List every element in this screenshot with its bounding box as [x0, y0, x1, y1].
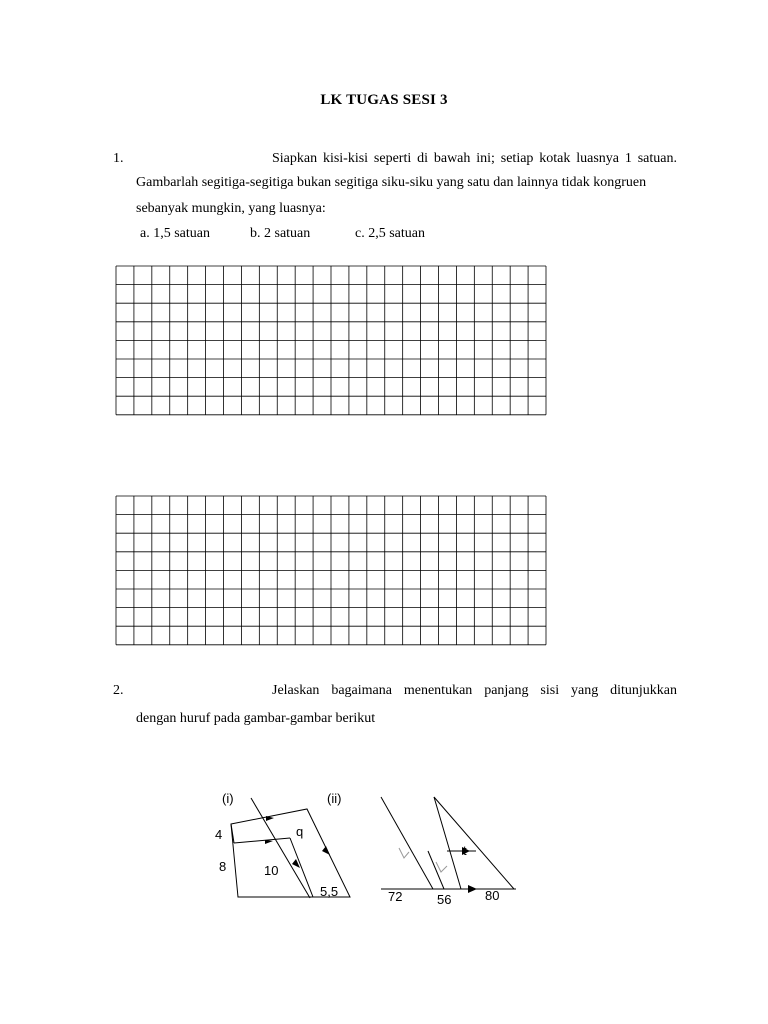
fig1-length-a: 4 [215, 827, 223, 842]
fig2-triangle-right [434, 797, 514, 889]
question-2-line-2: dengan huruf pada gambar-gambar berikut [136, 711, 376, 726]
fig1-length-q: q [296, 824, 304, 839]
option-b: b. 2 satuan [250, 226, 311, 241]
fig1-transversal [251, 798, 310, 898]
fig1-length-c: 10 [264, 863, 279, 878]
fig1-inner-top [234, 838, 290, 843]
question-1-line-1: Siapkan kisi-kisi seperti di bawah ini; setiap kotak luasnya 1 satuan. [272, 151, 677, 166]
question-1-number: 1. [113, 151, 124, 166]
fig2-length-56: 56 [437, 892, 452, 907]
question-2-line-1: Jelaskan bagaimana menentukan panjang sisi yang ditunjukkan [272, 683, 677, 698]
fig2-parallel-mark-1 [399, 848, 409, 858]
option-c: c. 2,5 satuan [355, 226, 425, 241]
fig1-side-arrow-2 [322, 846, 330, 855]
fig1-inner-side [290, 838, 313, 897]
fig1-length-e: 5,5 [320, 884, 339, 899]
fig2-length-80: 80 [485, 888, 500, 903]
question-1-line-2: Gambarlah segitiga-segitiga bukan segitiga siku-siku yang satu dan lainnya tidak kongruen [136, 175, 647, 190]
fig1-length-b: 8 [219, 859, 227, 874]
fig1-label: (i) [222, 791, 234, 806]
page-title: LK TUGAS SESI 3 [320, 92, 448, 108]
fig2-parallel-mark-2 [436, 862, 447, 872]
fig2-base-arrow [468, 885, 477, 893]
option-a: a. 1,5 satuan [140, 226, 210, 241]
question-1-line-3: sebanyak mungkin, yang luasnya: [136, 201, 326, 216]
fig2-length-72: 72 [388, 889, 403, 904]
fig2-line-2 [428, 851, 444, 889]
question-2-number: 2. [113, 683, 124, 698]
fig2-label: (ii) [327, 791, 342, 806]
fig1-parallel-arrow-2 [265, 840, 273, 844]
fig2-length-t: t [463, 843, 467, 858]
fig2-line-1 [381, 797, 433, 889]
